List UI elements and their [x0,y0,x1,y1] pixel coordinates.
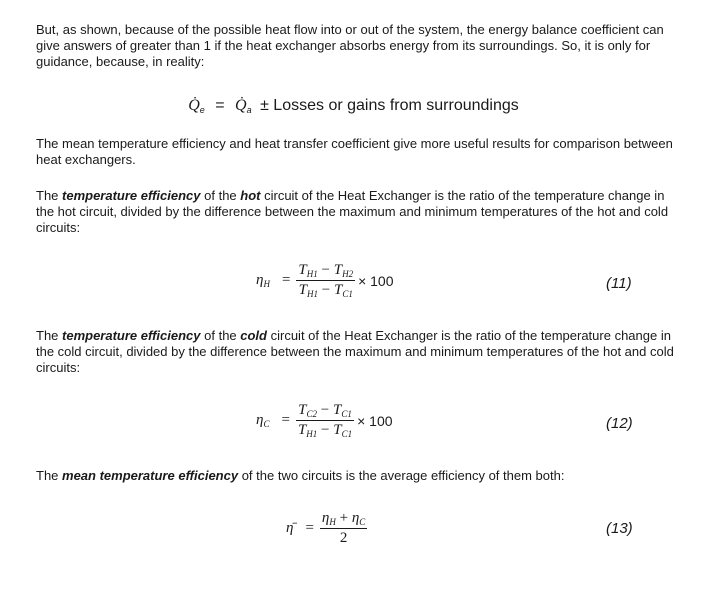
paragraph-cold-efficiency [36,328,676,376]
eq11-lhs: η [256,272,264,288]
eq11-num-a: T [298,262,307,278]
equation-12 [256,402,393,439]
eq12-den-b: T [333,422,342,438]
eq12-times: × 100 [357,412,393,429]
eq-balance-lhs-sub: e [199,105,205,115]
eq12-den-b-sub: C1 [341,429,353,439]
eq12-equals: = [281,412,290,428]
eq12-denominator [296,421,354,439]
eq13-number: (13) [606,520,633,537]
eq11-fraction [296,262,355,299]
paragraph-hot-efficiency [36,188,676,236]
eq11-den-a: T [298,282,307,298]
eq13-fraction [320,510,367,547]
eq-balance-rhs-sub: a [246,105,252,115]
eq-balance-lhs: Q̇ [188,97,200,114]
eq12-lhs-sub: C [263,419,270,429]
eq11-number: (11) [606,275,632,292]
eq11-num-op: − [317,262,334,278]
p3-before: The [36,188,63,203]
eq12-num-a-sub: C2 [306,409,318,419]
eq12-numerator [296,402,354,421]
eq11-denominator [297,281,355,299]
eq12-den-a: T [297,422,307,438]
p3-bold-hot: hot [240,188,261,203]
p5-bold-term: mean temperature efficiency [62,468,239,483]
eq11-den-b-sub: C1 [342,289,353,299]
p4-mid: of the [200,328,241,343]
eq12-fraction [296,402,354,439]
paragraph-mean-efficiency-intro: The mean temperature efficiency and heat transfer coefficient give more useful results for comparison between heat exchangers. [36,136,673,167]
eq13-equals: = [305,520,314,536]
eq-balance-rest: ± Losses or gains from surroundings [260,97,519,114]
eq13-num-b-sub: C [359,517,366,527]
eq13-denominator: 2 [339,530,348,546]
eq13-num-op: + [335,510,352,526]
p5-before: The [36,468,63,483]
eq11-den-a-sub: H1 [307,289,318,299]
eq11-times: × 100 [358,272,394,289]
eq11-equals: = [281,272,291,288]
eq11-numerator [296,262,355,281]
eq11-den-b: T [333,282,343,298]
p5-after: of the two circuits is the average efficiency of them both: [238,468,565,483]
eq12-number: (12) [606,415,633,432]
p4-bold-term: temperature efficiency [62,328,201,343]
p4-after: circuit of the Heat Exchanger is the ratio of the temperature change in the cold circuit, divided by the difference between the maximum and minimum temperatures of the hot and cold circuits: [36,328,674,375]
eq13-numerator [320,510,367,529]
eq12-num-b-sub: C1 [341,409,352,419]
p3-bold-term: temperature efficiency [62,188,201,203]
p4-bold-cold: cold [240,328,267,343]
eq12-num-op: − [317,402,333,418]
paragraph-mean-efficiency [36,468,676,484]
eq11-num-a-sub: H1 [306,269,318,279]
eq12-den-op: − [317,422,334,438]
equation-11 [256,262,394,299]
eq11-num-b-sub: H2 [342,269,354,279]
p3-after: circuit of the Heat Exchanger is the ratio of the temperature change in the hot circuit, divided by the difference between the maximum and minimum temperatures of the hot and cold circuits: [36,188,669,235]
eq13-num-a-sub: H [329,517,336,527]
eq12-den-a-sub: H1 [306,429,318,439]
eq12-num-a: T [298,402,307,418]
p4-before: The [36,328,63,343]
eq11-den-op: − [318,282,334,298]
p3-mid: of the [200,188,241,203]
equation-13 [286,510,367,547]
eq12-num-b: T [333,402,342,418]
eq13-num-a: η [321,510,330,526]
eq11-num-b: T [333,262,343,278]
eq13-num-b: η [351,510,360,526]
eq11-lhs-sub: H [263,279,270,289]
eq13-lhs: η̄ [286,520,294,536]
equation-energy-balance [0,96,707,120]
eq-balance-equals: = [215,97,225,114]
eq12-lhs: η [256,412,264,428]
eq-balance-rhs: Q̇ [235,97,247,114]
paragraph-energy-balance: But, as shown, because of the possible heat flow into or out of the system, the energy balance coefficient can give answers of greater than 1 if the heat exchanger absorbs energy from its surroundings. So, it is only for guidance, because, in reality: [36,22,664,69]
